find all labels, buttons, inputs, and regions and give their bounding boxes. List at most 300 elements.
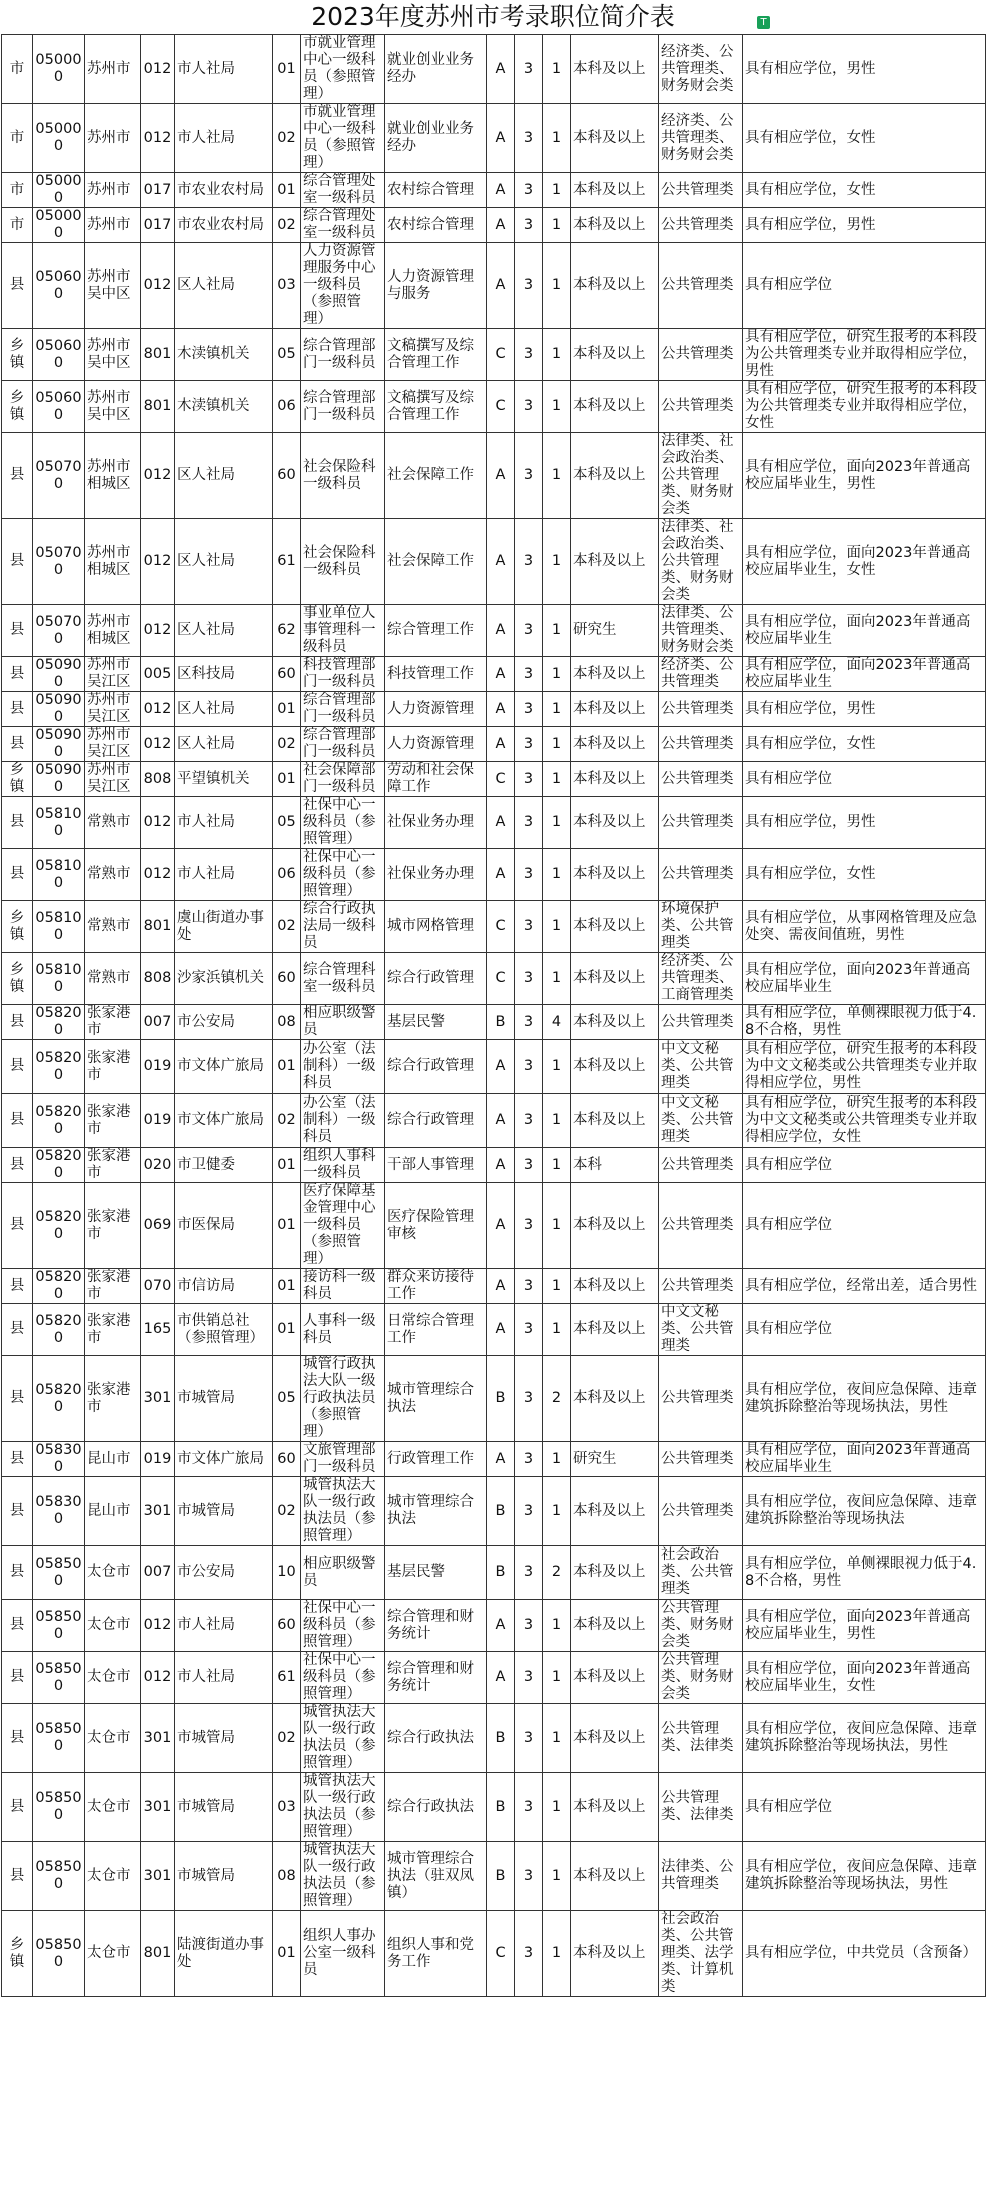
cell-level: 乡镇: [2, 762, 33, 797]
cell-position: 相应职级警员: [301, 1005, 385, 1040]
cell-education: 本科及以上: [571, 849, 659, 901]
cell-dept-code: 808: [141, 953, 175, 1005]
cell-position: 综合管理科室一级科员: [301, 953, 385, 1005]
cell-ratio: 3: [515, 849, 543, 901]
cell-region: 常熟市: [85, 901, 141, 953]
cell-region-code: 058200: [33, 1040, 85, 1094]
cell-region: 张家港市: [85, 1356, 141, 1442]
cell-requirements: 具有相应学位: [743, 1304, 986, 1356]
cell-education: 本科及以上: [571, 1546, 659, 1600]
cell-region-code: 050700: [33, 519, 85, 605]
cell-position-code: 01: [273, 762, 301, 797]
cell-position-code: 06: [273, 849, 301, 901]
cell-region: 苏州市吴中区: [85, 243, 141, 329]
cell-duty: 科技管理工作: [385, 657, 487, 692]
cell-level: 县: [2, 1842, 33, 1911]
cell-department: 市文体广旅局: [175, 1040, 273, 1094]
cell-duty: 综合管理和财务统计: [385, 1652, 487, 1704]
cell-ratio: 3: [515, 1773, 543, 1842]
cell-department: 陆渡街道办事处: [175, 1911, 273, 1997]
cell-count: 1: [543, 433, 571, 519]
cell-position: 综合管理部门一级科员: [301, 692, 385, 727]
cell-major: 法律类、社会政治类、公共管理类、财务财会类: [659, 433, 743, 519]
cell-ratio: 3: [515, 104, 543, 173]
cell-ratio: 3: [515, 433, 543, 519]
cell-dept-code: 005: [141, 657, 175, 692]
table-row: [2, 762, 986, 797]
cell-department: 市供销总社（参照管理）: [175, 1304, 273, 1356]
cell-region: 常熟市: [85, 797, 141, 849]
cell-count: 1: [543, 519, 571, 605]
cell-major: 公共管理类: [659, 692, 743, 727]
cell-position: 人力资源管理服务中心一级科员（参照管理）: [301, 243, 385, 329]
cell-position: 社保中心一级科员（参照管理）: [301, 849, 385, 901]
cell-education: 本科及以上: [571, 329, 659, 381]
cell-position: 城管执法大队一级行政执法员（参照管理）: [301, 1842, 385, 1911]
cell-position-code: 01: [273, 35, 301, 104]
cell-department: 市人社局: [175, 1652, 273, 1704]
cell-department: 区人社局: [175, 433, 273, 519]
cell-position: 市就业管理中心一级科员（参照管理）: [301, 104, 385, 173]
cell-requirements: 具有相应学位，夜间应急保障、违章建筑拆除整治等现场执法，男性: [743, 1704, 986, 1773]
cell-level: 乡镇: [2, 1911, 33, 1997]
cell-duty: 农村综合管理: [385, 173, 487, 208]
cell-exam-type: A: [487, 1183, 515, 1269]
cell-position: 组织人事科一级科员: [301, 1148, 385, 1183]
cell-region: 太仓市: [85, 1652, 141, 1704]
cell-region-code: 050900: [33, 692, 85, 727]
cell-major: 公共管理类: [659, 243, 743, 329]
cell-region: 苏州市吴江区: [85, 692, 141, 727]
cell-position: 综合管理部门一级科员: [301, 727, 385, 762]
table-row: [2, 1040, 986, 1094]
cell-education: 本科及以上: [571, 657, 659, 692]
cell-count: 1: [543, 727, 571, 762]
cell-major: 中文文秘类、公共管理类: [659, 1094, 743, 1148]
cell-requirements: 具有相应学位，女性: [743, 849, 986, 901]
cell-position-code: 02: [273, 1704, 301, 1773]
cell-ratio: 3: [515, 243, 543, 329]
cell-duty: 组织人事和党务工作: [385, 1911, 487, 1997]
cell-count: 1: [543, 1094, 571, 1148]
cell-count: 1: [543, 1600, 571, 1652]
cell-position: 办公室（法制科）一级科员: [301, 1094, 385, 1148]
cell-ratio: 3: [515, 901, 543, 953]
cell-region-code: 050600: [33, 329, 85, 381]
cell-position: 办公室（法制科）一级科员: [301, 1040, 385, 1094]
cell-dept-code: 165: [141, 1304, 175, 1356]
cell-exam-type: A: [487, 1600, 515, 1652]
cell-exam-type: A: [487, 1040, 515, 1094]
cell-major: 公共管理类、财务财会类: [659, 1652, 743, 1704]
cell-position-code: 03: [273, 1773, 301, 1842]
cell-count: 1: [543, 1269, 571, 1304]
cell-major: 环境保护类、公共管理类: [659, 901, 743, 953]
cell-department: 市医保局: [175, 1183, 273, 1269]
cell-count: 1: [543, 1040, 571, 1094]
cell-level: 县: [2, 1442, 33, 1477]
table-row: [2, 657, 986, 692]
cell-level: 县: [2, 1005, 33, 1040]
cell-region-code: 050000: [33, 173, 85, 208]
cell-major: 公共管理类: [659, 849, 743, 901]
cell-dept-code: 019: [141, 1442, 175, 1477]
cell-department: 市公安局: [175, 1546, 273, 1600]
cell-department: 虞山街道办事处: [175, 901, 273, 953]
cell-dept-code: 019: [141, 1040, 175, 1094]
cell-region: 张家港市: [85, 1183, 141, 1269]
cell-count: 1: [543, 797, 571, 849]
cell-requirements: 具有相应学位，单侧裸眼视力低于4.8不合格，男性: [743, 1546, 986, 1600]
cell-dept-code: 012: [141, 692, 175, 727]
cell-exam-type: B: [487, 1842, 515, 1911]
cell-education: 本科及以上: [571, 1356, 659, 1442]
cell-duty: 社保业务办理: [385, 849, 487, 901]
cell-department: 木渎镇机关: [175, 329, 273, 381]
cell-position-code: 01: [273, 1304, 301, 1356]
table-row: [2, 208, 986, 243]
cell-region: 太仓市: [85, 1704, 141, 1773]
cell-position: 相应职级警员: [301, 1546, 385, 1600]
cell-region-code: 058100: [33, 797, 85, 849]
cell-requirements: 具有相应学位，女性: [743, 173, 986, 208]
cell-duty: 行政管理工作: [385, 1442, 487, 1477]
cell-education: 本科及以上: [571, 1652, 659, 1704]
cell-region: 苏州市: [85, 35, 141, 104]
cell-region: 苏州市: [85, 208, 141, 243]
cell-dept-code: 801: [141, 1911, 175, 1997]
cell-dept-code: 801: [141, 329, 175, 381]
cell-ratio: 3: [515, 657, 543, 692]
cell-count: 2: [543, 1546, 571, 1600]
cell-position: 综合管理部门一级科员: [301, 329, 385, 381]
cell-ratio: 3: [515, 1356, 543, 1442]
cell-dept-code: 012: [141, 849, 175, 901]
cell-position: 科技管理部门一级科员: [301, 657, 385, 692]
cell-count: 1: [543, 1304, 571, 1356]
cell-position: 社会保险科一级科员: [301, 433, 385, 519]
cell-region: 苏州市相城区: [85, 605, 141, 657]
cell-exam-type: B: [487, 1005, 515, 1040]
cell-position-code: 61: [273, 519, 301, 605]
cell-region: 张家港市: [85, 1094, 141, 1148]
cell-major: 社会政治类、公共管理类、法学类、计算机类: [659, 1911, 743, 1997]
cell-count: 1: [543, 1442, 571, 1477]
cell-region-code: 058200: [33, 1269, 85, 1304]
cell-duty: 综合管理和财务统计: [385, 1600, 487, 1652]
cell-major: 经济类、公共管理类: [659, 657, 743, 692]
cell-count: 1: [543, 1911, 571, 1997]
cell-duty: 社会保障工作: [385, 519, 487, 605]
cell-major: 经济类、公共管理类、财务财会类: [659, 104, 743, 173]
cell-level: 县: [2, 657, 33, 692]
cell-level: 市: [2, 208, 33, 243]
table-row: [2, 849, 986, 901]
cell-ratio: 3: [515, 1183, 543, 1269]
cell-requirements: 具有相应学位，面向2023年普通高校应届毕业生，男性: [743, 1600, 986, 1652]
cell-duty: 文稿撰写及综合管理工作: [385, 381, 487, 433]
table-row: [2, 1546, 986, 1600]
cell-requirements: 具有相应学位: [743, 243, 986, 329]
cell-level: 市: [2, 35, 33, 104]
cell-dept-code: 801: [141, 381, 175, 433]
cell-major: 中文文秘类、公共管理类: [659, 1040, 743, 1094]
cell-position: 社会保障部门一级科员: [301, 762, 385, 797]
cell-ratio: 3: [515, 1269, 543, 1304]
cell-position-code: 01: [273, 1911, 301, 1997]
cell-position: 人事科一级科员: [301, 1304, 385, 1356]
table-row: [2, 1005, 986, 1040]
table-row: [2, 381, 986, 433]
cell-dept-code: 070: [141, 1269, 175, 1304]
cell-region-code: 058500: [33, 1704, 85, 1773]
cell-duty: 群众来访接待工作: [385, 1269, 487, 1304]
cell-region-code: 050700: [33, 605, 85, 657]
cell-count: 1: [543, 1652, 571, 1704]
cell-department: 区人社局: [175, 243, 273, 329]
cell-major: 公共管理类: [659, 1269, 743, 1304]
cell-requirements: 具有相应学位，男性: [743, 35, 986, 104]
cell-department: 沙家浜镇机关: [175, 953, 273, 1005]
cell-major: 经济类、公共管理类、财务财会类: [659, 35, 743, 104]
cell-ratio: 3: [515, 208, 543, 243]
cell-exam-type: C: [487, 381, 515, 433]
cell-major: 法律类、公共管理类、财务财会类: [659, 605, 743, 657]
cell-level: 市: [2, 104, 33, 173]
cell-region: 太仓市: [85, 1842, 141, 1911]
cell-duty: 城市管理综合执法: [385, 1356, 487, 1442]
cell-education: 研究生: [571, 605, 659, 657]
cell-count: 2: [543, 1356, 571, 1442]
cell-exam-type: C: [487, 329, 515, 381]
cell-exam-type: A: [487, 692, 515, 727]
cell-education: 本科及以上: [571, 1704, 659, 1773]
cell-position-code: 08: [273, 1005, 301, 1040]
cell-region: 张家港市: [85, 1304, 141, 1356]
cell-level: 乡镇: [2, 381, 33, 433]
cell-dept-code: 301: [141, 1704, 175, 1773]
cell-exam-type: A: [487, 519, 515, 605]
cell-position-code: 02: [273, 727, 301, 762]
cell-duty: 综合行政管理: [385, 1094, 487, 1148]
cell-major: 经济类、公共管理类、工商管理类: [659, 953, 743, 1005]
cell-ratio: 3: [515, 1304, 543, 1356]
cell-region: 苏州市吴江区: [85, 657, 141, 692]
cell-dept-code: 012: [141, 727, 175, 762]
cell-region-code: 050900: [33, 727, 85, 762]
cell-position: 医疗保障基金管理中心一级科员（参照管理）: [301, 1183, 385, 1269]
cell-education: 本科及以上: [571, 381, 659, 433]
cell-requirements: 具有相应学位，面向2023年普通高校应届毕业生，女性: [743, 519, 986, 605]
cell-education: 本科及以上: [571, 727, 659, 762]
cell-duty: 人力资源管理: [385, 692, 487, 727]
table-row: [2, 1356, 986, 1442]
cell-region-code: 050700: [33, 433, 85, 519]
cell-region: 苏州市: [85, 173, 141, 208]
cell-major: 社会政治类、公共管理类: [659, 1546, 743, 1600]
cell-region-code: 050600: [33, 243, 85, 329]
cell-duty: 人力资源管理: [385, 727, 487, 762]
cell-region: 昆山市: [85, 1477, 141, 1546]
cell-ratio: 3: [515, 1477, 543, 1546]
cell-education: 本科及以上: [571, 1005, 659, 1040]
cell-region-code: 058100: [33, 901, 85, 953]
cell-education: 本科及以上: [571, 692, 659, 727]
cell-level: 县: [2, 797, 33, 849]
cell-requirements: 具有相应学位，夜间应急保障、违章建筑拆除整治等现场执法: [743, 1477, 986, 1546]
cell-count: 4: [543, 1005, 571, 1040]
table-row: [2, 1773, 986, 1842]
table-row: [2, 1148, 986, 1183]
cell-position: 城管行政执法大队一级行政执法员（参照管理）: [301, 1356, 385, 1442]
cell-level: 县: [2, 1269, 33, 1304]
cell-requirements: 具有相应学位，男性: [743, 797, 986, 849]
table-row: [2, 1442, 986, 1477]
cell-position: 社保中心一级科员（参照管理）: [301, 1652, 385, 1704]
cell-education: 本科及以上: [571, 1773, 659, 1842]
cell-requirements: 具有相应学位，男性: [743, 208, 986, 243]
cell-education: 本科及以上: [571, 1269, 659, 1304]
page-title: [0, 0, 986, 34]
cell-exam-type: A: [487, 605, 515, 657]
cell-position-code: 05: [273, 329, 301, 381]
cell-count: 1: [543, 657, 571, 692]
cell-education: 本科: [571, 1148, 659, 1183]
cell-requirements: 具有相应学位，面向2023年普通高校应届毕业生: [743, 605, 986, 657]
cell-requirements: 具有相应学位，研究生报考的本科段为中文文秘类或公共管理类专业并取得相应学位，男性: [743, 1040, 986, 1094]
cell-level: 县: [2, 1773, 33, 1842]
cell-major: 法律类、公共管理类: [659, 1842, 743, 1911]
cell-region-code: 058200: [33, 1148, 85, 1183]
cell-requirements: 具有相应学位，女性: [743, 727, 986, 762]
cell-dept-code: 012: [141, 1652, 175, 1704]
cell-dept-code: 012: [141, 104, 175, 173]
cell-exam-type: A: [487, 173, 515, 208]
table-row: [2, 1600, 986, 1652]
cell-position-code: 02: [273, 104, 301, 173]
cell-position-code: 08: [273, 1842, 301, 1911]
cell-requirements: 具有相应学位: [743, 762, 986, 797]
cell-exam-type: A: [487, 433, 515, 519]
cell-duty: 干部人事管理: [385, 1148, 487, 1183]
cell-position-code: 03: [273, 243, 301, 329]
cell-department: 市人社局: [175, 797, 273, 849]
cell-level: 县: [2, 849, 33, 901]
cell-region: 苏州市吴中区: [85, 329, 141, 381]
cell-exam-type: A: [487, 727, 515, 762]
cell-ratio: 3: [515, 173, 543, 208]
cell-count: 1: [543, 953, 571, 1005]
cell-ratio: 3: [515, 797, 543, 849]
cell-duty: 综合管理工作: [385, 605, 487, 657]
cell-level: 县: [2, 1652, 33, 1704]
cell-level: 县: [2, 605, 33, 657]
cell-region: 常熟市: [85, 953, 141, 1005]
cell-requirements: 具有相应学位，面向2023年普通高校应届毕业生: [743, 657, 986, 692]
cell-region-code: 050900: [33, 762, 85, 797]
cell-education: 本科及以上: [571, 797, 659, 849]
cell-major: 公共管理类: [659, 329, 743, 381]
cell-count: 1: [543, 1477, 571, 1546]
cell-major: 公共管理类: [659, 797, 743, 849]
cell-major: 公共管理类: [659, 208, 743, 243]
cell-requirements: 具有相应学位: [743, 1148, 986, 1183]
cell-department: 区人社局: [175, 605, 273, 657]
cell-position: 综合管理处室一级科员: [301, 208, 385, 243]
cell-department: 区人社局: [175, 692, 273, 727]
cell-education: 本科及以上: [571, 1842, 659, 1911]
cell-level: 县: [2, 519, 33, 605]
cell-position-code: 02: [273, 208, 301, 243]
cell-requirements: 具有相应学位，夜间应急保障、违章建筑拆除整治等现场执法，男性: [743, 1842, 986, 1911]
cell-ratio: 3: [515, 35, 543, 104]
cell-exam-type: C: [487, 953, 515, 1005]
cell-region-code: 050900: [33, 657, 85, 692]
cell-position: 城管执法大队一级行政执法员（参照管理）: [301, 1773, 385, 1842]
cell-education: 本科及以上: [571, 1600, 659, 1652]
cell-position: 事业单位人事管理科一级科员: [301, 605, 385, 657]
cell-ratio: 3: [515, 1652, 543, 1704]
cell-position-code: 60: [273, 433, 301, 519]
cell-exam-type: A: [487, 1269, 515, 1304]
cell-department: 市城管局: [175, 1842, 273, 1911]
cell-duty: 城市管理综合执法（驻双凤镇）: [385, 1842, 487, 1911]
cell-duty: 人力资源管理与服务: [385, 243, 487, 329]
cell-level: 县: [2, 1094, 33, 1148]
cell-ratio: 3: [515, 1148, 543, 1183]
cell-exam-type: C: [487, 1911, 515, 1997]
cell-department: 区科技局: [175, 657, 273, 692]
cell-position-code: 01: [273, 1040, 301, 1094]
table-row: [2, 1652, 986, 1704]
cell-exam-type: B: [487, 1356, 515, 1442]
cell-dept-code: 301: [141, 1477, 175, 1546]
cell-duty: 劳动和社会保障工作: [385, 762, 487, 797]
cell-position: 社保中心一级科员（参照管理）: [301, 1600, 385, 1652]
cell-dept-code: 808: [141, 762, 175, 797]
cell-level: 县: [2, 692, 33, 727]
cell-count: 1: [543, 243, 571, 329]
cell-dept-code: 012: [141, 433, 175, 519]
cell-dept-code: 069: [141, 1183, 175, 1269]
cell-dept-code: 020: [141, 1148, 175, 1183]
cell-region: 张家港市: [85, 1005, 141, 1040]
table-row: [2, 1094, 986, 1148]
cell-exam-type: B: [487, 1546, 515, 1600]
cell-region-code: 050000: [33, 35, 85, 104]
cell-level: 县: [2, 1600, 33, 1652]
cell-position-code: 10: [273, 1546, 301, 1600]
cell-major: 公共管理类、财务财会类: [659, 1600, 743, 1652]
cell-department: 市城管局: [175, 1704, 273, 1773]
cell-level: 乡镇: [2, 329, 33, 381]
cell-dept-code: 012: [141, 35, 175, 104]
cell-position-code: 61: [273, 1652, 301, 1704]
cell-region: 苏州市吴江区: [85, 762, 141, 797]
cell-requirements: 具有相应学位，男性: [743, 692, 986, 727]
cell-requirements: 具有相应学位，面向2023年普通高校应届毕业生，男性: [743, 433, 986, 519]
cell-region: 苏州市吴中区: [85, 381, 141, 433]
translate-icon[interactable]: T: [757, 16, 770, 29]
cell-requirements: 具有相应学位，研究生报考的本科段为公共管理类专业并取得相应学位，男性: [743, 329, 986, 381]
cell-department: 市城管局: [175, 1773, 273, 1842]
cell-education: 本科及以上: [571, 953, 659, 1005]
cell-dept-code: 012: [141, 605, 175, 657]
cell-count: 1: [543, 1183, 571, 1269]
cell-exam-type: A: [487, 1652, 515, 1704]
cell-position-code: 01: [273, 1148, 301, 1183]
cell-ratio: 3: [515, 692, 543, 727]
